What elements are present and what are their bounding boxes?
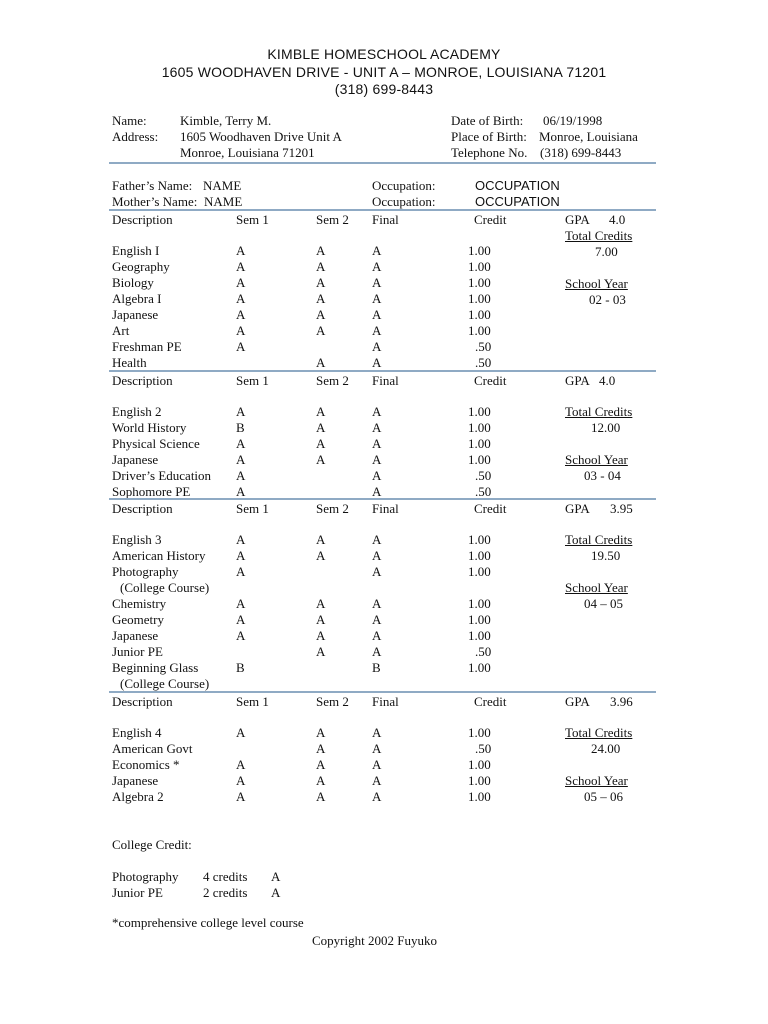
grade-final: A [372,259,382,274]
course-credit: 1.00 [468,757,491,772]
school-year-label: School Year [565,773,628,788]
course-name: Chemistry [112,596,167,611]
college-credit-course: Photography [112,869,179,884]
school-year-value: 04 – 05 [584,596,623,611]
father-occupation-label: Occupation: [372,178,436,193]
course-credit: 1.00 [468,307,491,322]
col-header-sem1: Sem 1 [236,694,269,709]
gpa-value: 3.96 [610,694,633,709]
col-header-sem1: Sem 1 [236,373,269,388]
phone-label: Telephone No. [451,145,528,160]
grade-sem1: A [236,532,246,547]
grade-sem1: A [236,564,246,579]
mother-occupation: OCCUPATION [475,194,560,209]
course-name: Art [112,323,130,338]
col-header-sem2: Sem 2 [316,212,349,227]
grade-sem2: A [316,548,326,563]
grade-sem2: A [316,243,326,258]
copyright: Copyright 2002 Fuyuko [312,933,437,948]
school-address: 1605 WOODHAVEN DRIVE - UNIT A – MONROE, LOUISIANA 71201 [161,64,607,80]
grade-sem1: A [236,291,246,306]
section-divider [109,498,656,500]
mother-label: Mother’s Name: [112,194,198,209]
course-name: American Govt [112,741,193,756]
course-credit: .50 [475,484,492,499]
total-credits-value: 24.00 [591,741,621,756]
grade-sem2: A [316,404,326,419]
grade-final: A [372,436,382,451]
grade-sem1: A [236,436,246,451]
father-label: Father’s Name: [112,178,193,193]
grade-sem2: A [316,532,326,547]
grade-sem2: A [316,452,326,467]
grade-final: A [372,468,382,483]
name-label: Name: [112,113,147,128]
grade-final: B [372,660,381,675]
col-header-final: Final [372,373,399,388]
grade-sem2: A [316,612,326,627]
course-name: Sophomore PE [112,484,191,499]
grade-sem1: A [236,339,246,354]
total-credits-label: Total Credits [565,725,633,740]
college-credit-credits: 2 credits [203,885,248,900]
course-credit: .50 [475,741,492,756]
course-credit: 1.00 [468,323,491,338]
school-phone: (318) 699-8443 [334,81,434,97]
divider [109,162,656,164]
grade-sem1: A [236,548,246,563]
school-year-value: 05 – 06 [584,789,623,804]
col-header-sem2: Sem 2 [316,373,349,388]
course-name: Driver’s Education [112,468,212,483]
course-name: Japanese [112,628,159,643]
total-credits-value: 19.50 [591,548,621,563]
grade-sem2: A [316,307,326,322]
col-header-final: Final [372,694,399,709]
grade-sem2: A [316,725,326,740]
dob-label: Date of Birth: [451,113,524,128]
grade-sem2: A [316,596,326,611]
grade-sem2: A [316,644,326,659]
grade-final: A [372,757,382,772]
total-credits-value: 7.00 [595,244,618,259]
course-name: Japanese [112,307,159,322]
grade-sem1: A [236,275,246,290]
grade-final: A [372,532,382,547]
col-header-description: Description [112,212,173,227]
grade-sem1: B [236,420,245,435]
grade-sem2: A [316,757,326,772]
grade-sem2: A [316,259,326,274]
course-name: Japanese [112,452,159,467]
school-year-label: School Year [565,580,628,595]
grade-sem1: A [236,773,246,788]
course-name: Geography [112,259,170,274]
course-credit: .50 [475,355,492,370]
college-credit-grade: A [271,869,281,884]
grade-final: A [372,404,382,419]
grade-final: A [372,484,382,499]
course-credit: 1.00 [468,612,491,627]
phone-value: (318) 699-8443 [540,145,622,160]
pob-label: Place of Birth: [451,129,527,144]
footnote: *comprehensive college level course [112,915,304,930]
col-header-gpa: GPA [565,212,590,227]
student-name: Kimble, Terry M. [180,113,272,128]
grade-final: A [372,323,382,338]
father-name: NAME [203,178,242,193]
total-credits-label: Total Credits [565,404,633,419]
grade-final: A [372,773,382,788]
course-name: Geometry [112,612,164,627]
course-credit: 1.00 [468,436,491,451]
grade-sem1: A [236,612,246,627]
school-year-label: School Year [565,452,628,467]
col-header-gpa: GPA [565,373,590,388]
col-header-description: Description [112,694,173,709]
mother-occupation-label: Occupation: [372,194,436,209]
father-occupation: OCCUPATION [475,178,560,193]
gpa-value: 3.95 [610,501,633,516]
grade-sem1: A [236,484,246,499]
grade-sem2: A [316,420,326,435]
grade-sem1: B [236,660,245,675]
college-credit-credits: 4 credits [203,869,248,884]
course-credit: 1.00 [468,275,491,290]
college-credit-grade: A [271,885,281,900]
address-label: Address: [112,129,159,144]
course-credit: 1.00 [468,773,491,788]
col-header-sem2: Sem 2 [316,501,349,516]
col-header-gpa: GPA [565,501,590,516]
course-credit: 1.00 [468,243,491,258]
college-credit-title: College Credit: [112,837,192,852]
grade-sem2: A [316,291,326,306]
grade-sem2: A [316,323,326,338]
course-name: English 3 [112,532,162,547]
grade-final: A [372,789,382,804]
course-name: Freshman PE [112,339,182,354]
grade-final: A [372,741,382,756]
college-credit-course: Junior PE [112,885,163,900]
total-credits-label: Total Credits [565,228,633,243]
col-header-sem1: Sem 1 [236,212,269,227]
col-header-gpa: GPA [565,694,590,709]
course-name: English 4 [112,725,162,740]
school-name: KIMBLE HOMESCHOOL ACADEMY [267,46,501,62]
course-name: (College Course) [120,676,210,691]
course-credit: .50 [475,468,492,483]
gpa-value: 4.0 [609,212,626,227]
grade-sem2: A [316,773,326,788]
mother-name: NAME [204,194,243,209]
grade-sem1: A [236,243,246,258]
course-name: Health [112,355,147,370]
course-credit: 1.00 [468,660,491,675]
course-name: (College Course) [120,580,210,595]
course-name: American History [112,548,206,563]
grade-sem2: A [316,436,326,451]
grade-final: A [372,725,382,740]
col-header-final: Final [372,501,399,516]
total-credits-value: 12.00 [591,420,621,435]
course-credit: 1.00 [468,628,491,643]
course-name: English I [112,243,160,258]
course-credit: 1.00 [468,532,491,547]
course-credit: .50 [475,644,492,659]
col-header-description: Description [112,373,173,388]
col-header-final: Final [372,212,399,227]
course-name: World History [112,420,187,435]
grade-final: A [372,628,382,643]
course-name: Algebra 2 [112,789,164,804]
grade-sem2: A [316,275,326,290]
section-divider [109,370,656,372]
grade-final: A [372,564,382,579]
grade-sem2: A [316,741,326,756]
course-credit: 1.00 [468,564,491,579]
grade-final: A [372,307,382,322]
col-header-sem1: Sem 1 [236,501,269,516]
grade-sem2: A [316,628,326,643]
grade-final: A [372,596,382,611]
grade-sem1: A [236,259,246,274]
grade-final: A [372,644,382,659]
section-divider [109,691,656,693]
school-year-value: 02 - 03 [589,292,626,307]
course-credit: 1.00 [468,404,491,419]
grade-sem1: A [236,404,246,419]
course-name: Algebra I [112,291,162,306]
course-credit: 1.00 [468,259,491,274]
grade-sem1: A [236,789,246,804]
grade-final: A [372,291,382,306]
grade-final: A [372,452,382,467]
grade-final: A [372,420,382,435]
course-name: Beginning Glass [112,660,199,675]
pob-value: Monroe, Louisiana [539,129,638,144]
total-credits-label: Total Credits [565,532,633,547]
grade-sem1: A [236,323,246,338]
course-credit: .50 [475,339,492,354]
col-header-credit: Credit [474,694,507,709]
grade-sem2: A [316,789,326,804]
course-name: Japanese [112,773,159,788]
gpa-value: 4.0 [599,373,616,388]
school-year-label: School Year [565,276,628,291]
course-credit: 1.00 [468,291,491,306]
course-name: Junior PE [112,644,163,659]
grade-sem1: A [236,468,246,483]
grade-final: A [372,243,382,258]
course-name: Biology [112,275,154,290]
col-header-sem2: Sem 2 [316,694,349,709]
grade-sem2: A [316,355,326,370]
grade-sem1: A [236,452,246,467]
address-line-2: Monroe, Louisiana 71201 [180,145,315,160]
grade-sem1: A [236,307,246,322]
course-credit: 1.00 [468,420,491,435]
grade-final: A [372,339,382,354]
grade-final: A [372,275,382,290]
course-name: Photography [112,564,179,579]
school-year-value: 03 - 04 [584,468,621,483]
col-header-credit: Credit [474,212,507,227]
course-name: English 2 [112,404,162,419]
grade-final: A [372,612,382,627]
grade-sem1: A [236,596,246,611]
course-name: Economics * [112,757,180,772]
course-credit: 1.00 [468,596,491,611]
col-header-credit: Credit [474,373,507,388]
grade-final: A [372,548,382,563]
grade-sem1: A [236,757,246,772]
col-header-description: Description [112,501,173,516]
course-credit: 1.00 [468,725,491,740]
grade-final: A [372,355,382,370]
grade-sem1: A [236,628,246,643]
address-line-1: 1605 Woodhaven Drive Unit A [180,129,342,144]
course-credit: 1.00 [468,789,491,804]
course-credit: 1.00 [468,452,491,467]
grade-sem1: A [236,725,246,740]
course-name: Physical Science [112,436,200,451]
col-header-credit: Credit [474,501,507,516]
course-credit: 1.00 [468,548,491,563]
section-divider [109,209,656,211]
dob-value: 06/19/1998 [543,113,603,128]
